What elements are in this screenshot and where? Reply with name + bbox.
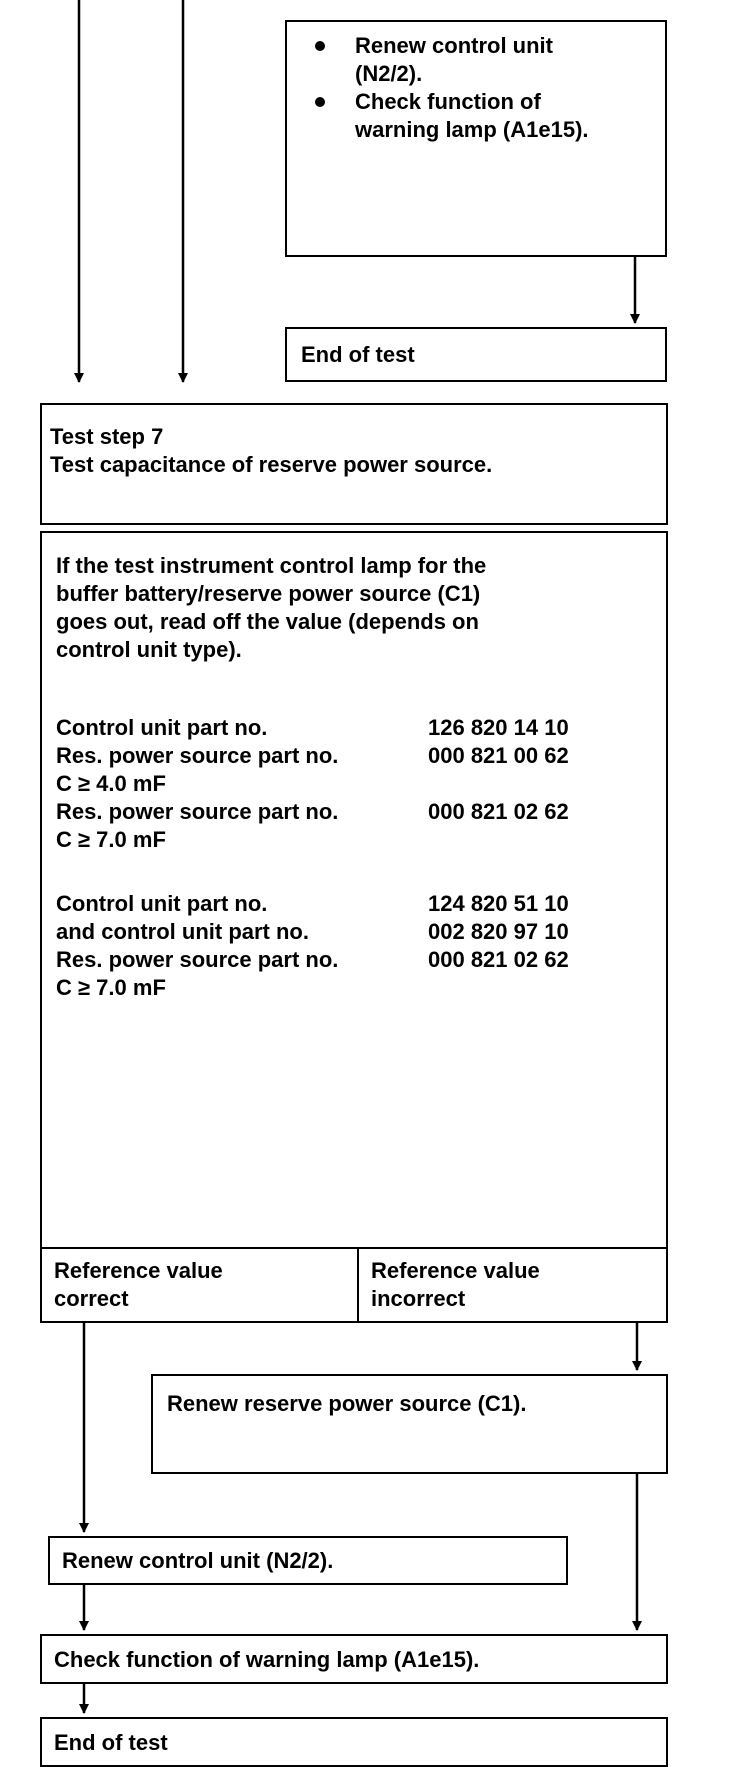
spec-label: Control unit part no. <box>56 715 268 740</box>
step-subtitle: Test capacitance of reserve power source. <box>50 452 493 477</box>
spec-row <box>56 827 166 853</box>
bullet-renew-control-unit <box>309 32 589 88</box>
instruction-line: control unit type). <box>56 637 242 662</box>
spec-row <box>56 743 569 769</box>
test-step-7-box <box>40 403 668 525</box>
spec-row <box>56 799 569 825</box>
spec-row <box>56 947 569 973</box>
spec-part-number: 126 820 14 10 <box>428 715 569 740</box>
bullet-dot-icon <box>315 41 325 51</box>
spec-row <box>56 919 569 945</box>
spec-row <box>56 771 166 797</box>
spec-label: Res. power source part no. <box>56 947 339 972</box>
bullet-dot-icon <box>315 97 325 107</box>
spec-part-number: 124 820 51 10 <box>428 891 569 916</box>
end-of-test-top-box <box>285 327 667 382</box>
outcome-correct-box <box>40 1247 359 1323</box>
outcome-line: correct <box>54 1286 129 1311</box>
bullet-check-warning-lamp <box>309 88 589 144</box>
bullet-line: warning lamp (A1e15). <box>355 117 589 142</box>
spec-label: Res. power source part no. <box>56 799 339 824</box>
renew-control-unit-box <box>48 1536 568 1585</box>
outcome-line: Reference value <box>54 1258 223 1283</box>
renew-control-unit-label: Renew control unit (N2/2). <box>62 1548 334 1573</box>
action-bullet-list <box>309 32 589 144</box>
spec-label: and control unit part no. <box>56 919 309 944</box>
spec-label: Res. power source part no. <box>56 743 339 768</box>
end-of-test-label: End of test <box>54 1730 168 1755</box>
spec-row <box>56 715 569 741</box>
renew-reserve-label: Renew reserve power source (C1). <box>167 1391 527 1416</box>
spec-label: C ≥ 7.0 mF <box>56 975 166 1000</box>
renew-reserve-box <box>151 1374 668 1474</box>
bullet-line: Renew control unit <box>355 33 553 58</box>
spec-part-number: 002 820 97 10 <box>428 919 569 944</box>
spec-part-number: 000 821 00 62 <box>428 743 569 768</box>
instruction-line: If the test instrument control lamp for the <box>56 553 487 578</box>
spec-label: Control unit part no. <box>56 891 268 916</box>
bullet-line: Check function of <box>355 89 541 114</box>
outcome-incorrect-box <box>357 1247 668 1323</box>
check-warning-lamp-box <box>40 1634 668 1684</box>
renew-check-box <box>285 20 667 257</box>
end-of-test-bottom-box <box>40 1717 668 1767</box>
instruction-box <box>40 531 668 1249</box>
step-title: Test step 7 <box>50 424 164 449</box>
check-warning-lamp-label: Check function of warning lamp (A1e15). <box>54 1647 480 1672</box>
spec-row <box>56 975 166 1001</box>
spec-label: C ≥ 4.0 mF <box>56 771 166 796</box>
end-of-test-label: End of test <box>301 342 415 367</box>
instruction-line: goes out, read off the value (depends on <box>56 609 479 634</box>
spec-label: C ≥ 7.0 mF <box>56 827 166 852</box>
instruction-line: buffer battery/reserve power source (C1) <box>56 581 481 606</box>
outcome-line: incorrect <box>371 1286 466 1311</box>
outcome-line: Reference value <box>371 1258 540 1283</box>
spec-part-number: 000 821 02 62 <box>428 799 569 824</box>
bullet-line: (N2/2). <box>355 61 423 86</box>
spec-part-number: 000 821 02 62 <box>428 947 569 972</box>
spec-row <box>56 891 569 917</box>
